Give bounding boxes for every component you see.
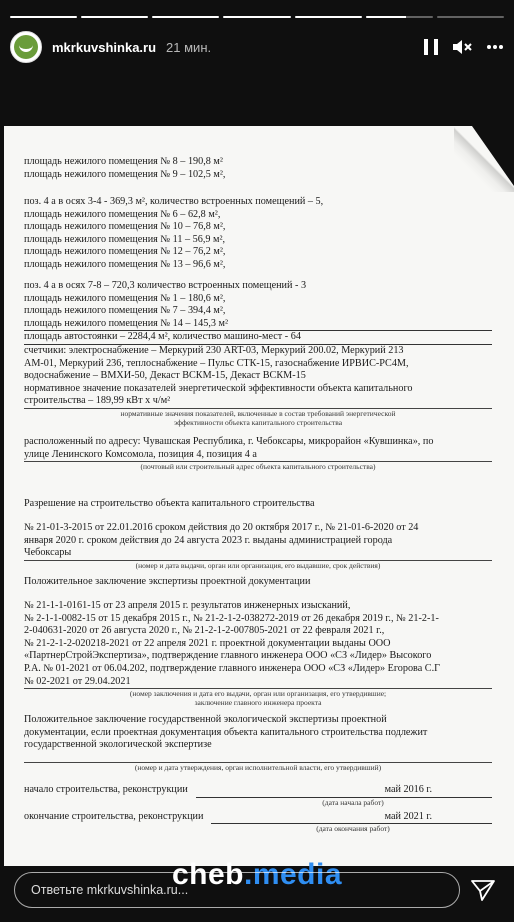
document-photo: [4, 126, 514, 866]
doc-line: № 21-1-1-0161-15 от 23 апреля 2015 г. результатов инженерных изысканий,: [24, 600, 351, 611]
progress-fill: [223, 16, 290, 18]
end-date: май 2021 г.: [211, 811, 492, 825]
doc-line: площадь нежилого помещения № 12 – 76,2 м²,: [24, 246, 226, 258]
progress-segment: [10, 16, 77, 18]
doc-line: «ПартнерСтройЭкспертиза», подтверждение главного инженера ООО «СЗ «Лидер» Высокого: [24, 650, 432, 662]
doc-heading: Разрешение на строительство объекта капитального строительства: [24, 498, 315, 509]
doc-line: улице Ленинского Комсомола, позиция 4, позиция 4 а: [24, 448, 257, 460]
doc-caption: (номер заключения и дата его выдачи, орган или организация, его утвердившие;: [129, 689, 387, 699]
doc-line: нормативное значение показателей энергетической эффективности объекта капитального: [24, 382, 413, 394]
doc-line: AM-01, Меркурий 236, теплоснабжение – Пульс СТК-15, газоснабжение ИРВИС-РС4М,: [24, 357, 409, 369]
doc-caption: заключение главного инженера проекта: [194, 698, 322, 708]
doc-caption: (дата окончания работ): [316, 824, 390, 834]
progress-fill: [366, 16, 406, 18]
doc-line: водоснабжение – ВМХИ-50, Декаст ВСКМ-15, Декаст ВСКМ-15: [24, 370, 306, 382]
progress-fill: [295, 16, 362, 18]
reply-input[interactable]: [14, 872, 460, 908]
watermark: cheb.media: [171, 858, 343, 891]
pause-icon[interactable]: [424, 39, 438, 55]
progress-fill: [81, 16, 148, 18]
doc-line: площадь нежилого помещения № 8 – 190,8 м²: [24, 156, 223, 167]
doc-line: площадь нежилого помещения № 10 – 76,8 м²,: [24, 221, 226, 233]
progress-segment: [295, 16, 362, 18]
username[interactable]: mkrkuvshinka.ru: [52, 39, 157, 55]
progress-segment: [223, 16, 290, 18]
send-icon[interactable]: [470, 878, 496, 902]
doc-line: документации, если проектная документация объекта капитального строительства подлежит: [24, 726, 428, 738]
story-header: [10, 30, 504, 64]
doc-caption: (номер и дата выдачи, орган или организация, его выдавшие, срок действия): [135, 560, 381, 570]
doc-line: площадь нежилого помещения № 6 – 62,8 м²,: [24, 208, 221, 220]
doc-line: поз. 4 а в осях 3-4 - 369,3 м², количество встроенных помещений – 5,: [24, 196, 324, 207]
post-time: 21 мин.: [166, 39, 212, 55]
start-date: май 2016 г.: [196, 784, 492, 798]
doc-line: Чебоксары: [24, 547, 72, 559]
doc-line: площадь нежилого помещения № 1 – 180,6 м²,: [24, 292, 226, 304]
doc-line: площадь нежилого помещения № 11 – 56,9 м²,: [24, 233, 226, 245]
doc-line: расположенный по адресу: Чувашская Республика, г. Чебоксары, микрорайон «Кувшинка», по: [24, 436, 434, 447]
doc-line: № 21-2-1-2-020218-2021 от 22 апреля 2021 г. проектной документации выданы ООО: [24, 637, 391, 649]
doc-caption: (дата начала работ): [322, 797, 384, 807]
reply-placeholder: Ответьте mkrkuvshinka.ru...: [31, 883, 189, 897]
doc-line: начало строительства, реконструкции: [24, 784, 188, 795]
mute-icon[interactable]: [452, 38, 472, 56]
doc-line: № 21-01-3-2015 от 22.01.2016 сроком действия до 20 октября 2017 г., № 21-01-6-2020 от 24: [24, 522, 419, 533]
doc-caption: эффективности объекта капитального строительства: [173, 417, 343, 427]
logo-icon: [14, 35, 38, 59]
doc-line: поз. 4 а в осях 7-8 – 720,3 количество встроенных помещений - 3: [24, 280, 307, 291]
avatar[interactable]: [10, 31, 42, 63]
doc-line: Р.А. № 01-2021 от 06.04.202, подтверждение главного инженера ООО «СЗ «Лидер» Егорова С.Г: [24, 662, 441, 674]
story-progress: [10, 16, 504, 18]
doc-line: № 2-1-1-0082-15 от 15 декабря 2015 г., № 21-2-1-2-038272-2019 от 26 декабря 2019 г., № 21-2-1-: [24, 612, 439, 624]
progress-segment: [152, 16, 219, 18]
doc-line: площадь нежилого помещения № 9 – 102,5 м²,: [24, 168, 226, 180]
doc-line: государственной экологической экспертизе: [24, 739, 212, 751]
doc-heading: Положительное заключение экспертизы проектной документации: [24, 576, 311, 587]
doc-line: площадь нежилого помещения № 7 – 394,4 м²,: [24, 305, 226, 317]
doc-line: 2-040631-2020 от 26 августа 2020 г., № 21-2-1-2-007805-2021 от 22 февраля 2021 г.,: [24, 625, 385, 637]
doc-line: площадь нежилого помещения № 13 – 96,6 м²,: [24, 258, 226, 270]
doc-line: площадь нежилого помещения № 14 – 145,3 м²: [24, 317, 229, 329]
doc-line: строительства – 189,99 кВт х ч/м²: [24, 395, 171, 407]
doc-line: января 2020 г. сроком действия до 24 августа 2023 г. выданы администрацией города: [24, 534, 393, 546]
progress-fill: [10, 16, 77, 18]
doc-caption: (номер и дата утверждения, орган исполнительной власти, его утвердивший): [134, 763, 382, 772]
progress-segment: [366, 16, 433, 18]
doc-line: счетчики: электроснабжение – Меркурий 230 ART-03, Меркурий 200.02, Меркурий 213: [24, 344, 404, 356]
progress-fill: [152, 16, 219, 18]
more-icon[interactable]: [486, 44, 504, 50]
doc-caption: нормативные значения показателей, включенные в состав требований энергетической: [120, 408, 396, 418]
doc-line: № 02-2021 от 29.04.2021: [24, 675, 131, 687]
progress-segment: [437, 16, 504, 18]
progress-segment: [81, 16, 148, 18]
doc-line: площадь автостоянки – 2284,4 м², количество машино-мест - 64: [24, 330, 492, 345]
doc-caption: (почтовый или строительный адрес объекта капитального строительства): [140, 462, 376, 472]
doc-line: Положительное заключение государственной экологической экспертизы проектной: [24, 714, 387, 725]
doc-line: окончание строительства, реконструкции: [24, 810, 204, 822]
